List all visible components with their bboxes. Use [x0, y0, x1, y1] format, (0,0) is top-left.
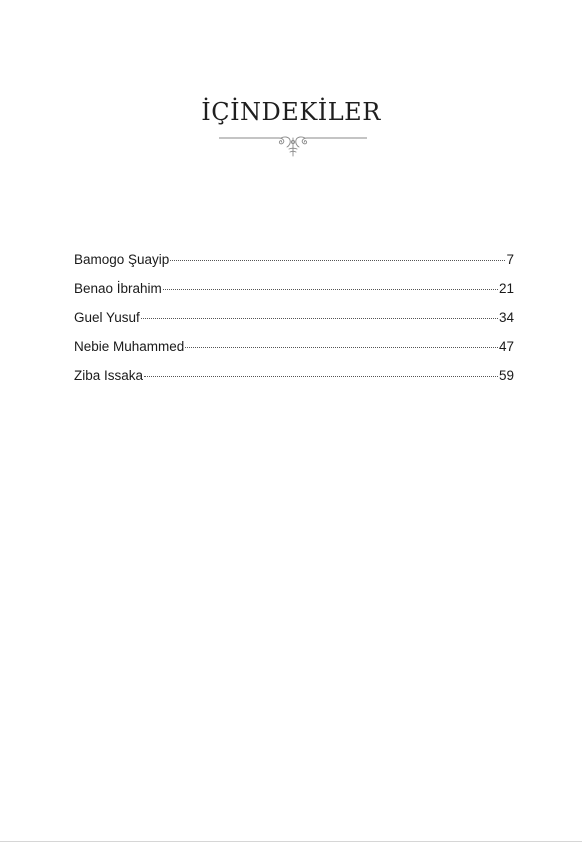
- toc-page-number: 47: [498, 339, 514, 354]
- toc-entry-title: Benao İbrahim: [74, 281, 162, 296]
- toc-page-number: 7: [506, 252, 514, 267]
- page-bottom-edge: [0, 841, 582, 842]
- table-of-contents: [74, 252, 514, 397]
- toc-entry[interactable]: [74, 252, 514, 281]
- flourish-divider-icon: [219, 130, 367, 158]
- toc-dot-leader: [185, 347, 498, 348]
- toc-page-number: 59: [498, 368, 514, 383]
- toc-entry-title: Nebie Muhammed: [74, 339, 185, 354]
- toc-entry-title: Ziba Issaka: [74, 368, 144, 383]
- toc-dot-leader: [170, 260, 505, 261]
- toc-entry[interactable]: [74, 310, 514, 339]
- toc-entry-title: Guel Yusuf: [74, 310, 140, 325]
- toc-entry[interactable]: [74, 339, 514, 368]
- toc-page-number: 34: [498, 310, 514, 325]
- toc-entry-title: Bamogo Şuayip: [74, 252, 170, 267]
- page-title: İÇİNDEKİLER: [201, 98, 381, 126]
- toc-dot-leader: [144, 376, 498, 377]
- toc-entry[interactable]: [74, 281, 514, 310]
- toc-dot-leader: [141, 318, 498, 319]
- toc-entry[interactable]: [74, 368, 514, 397]
- toc-dot-leader: [163, 289, 498, 290]
- toc-page-number: 21: [498, 281, 514, 296]
